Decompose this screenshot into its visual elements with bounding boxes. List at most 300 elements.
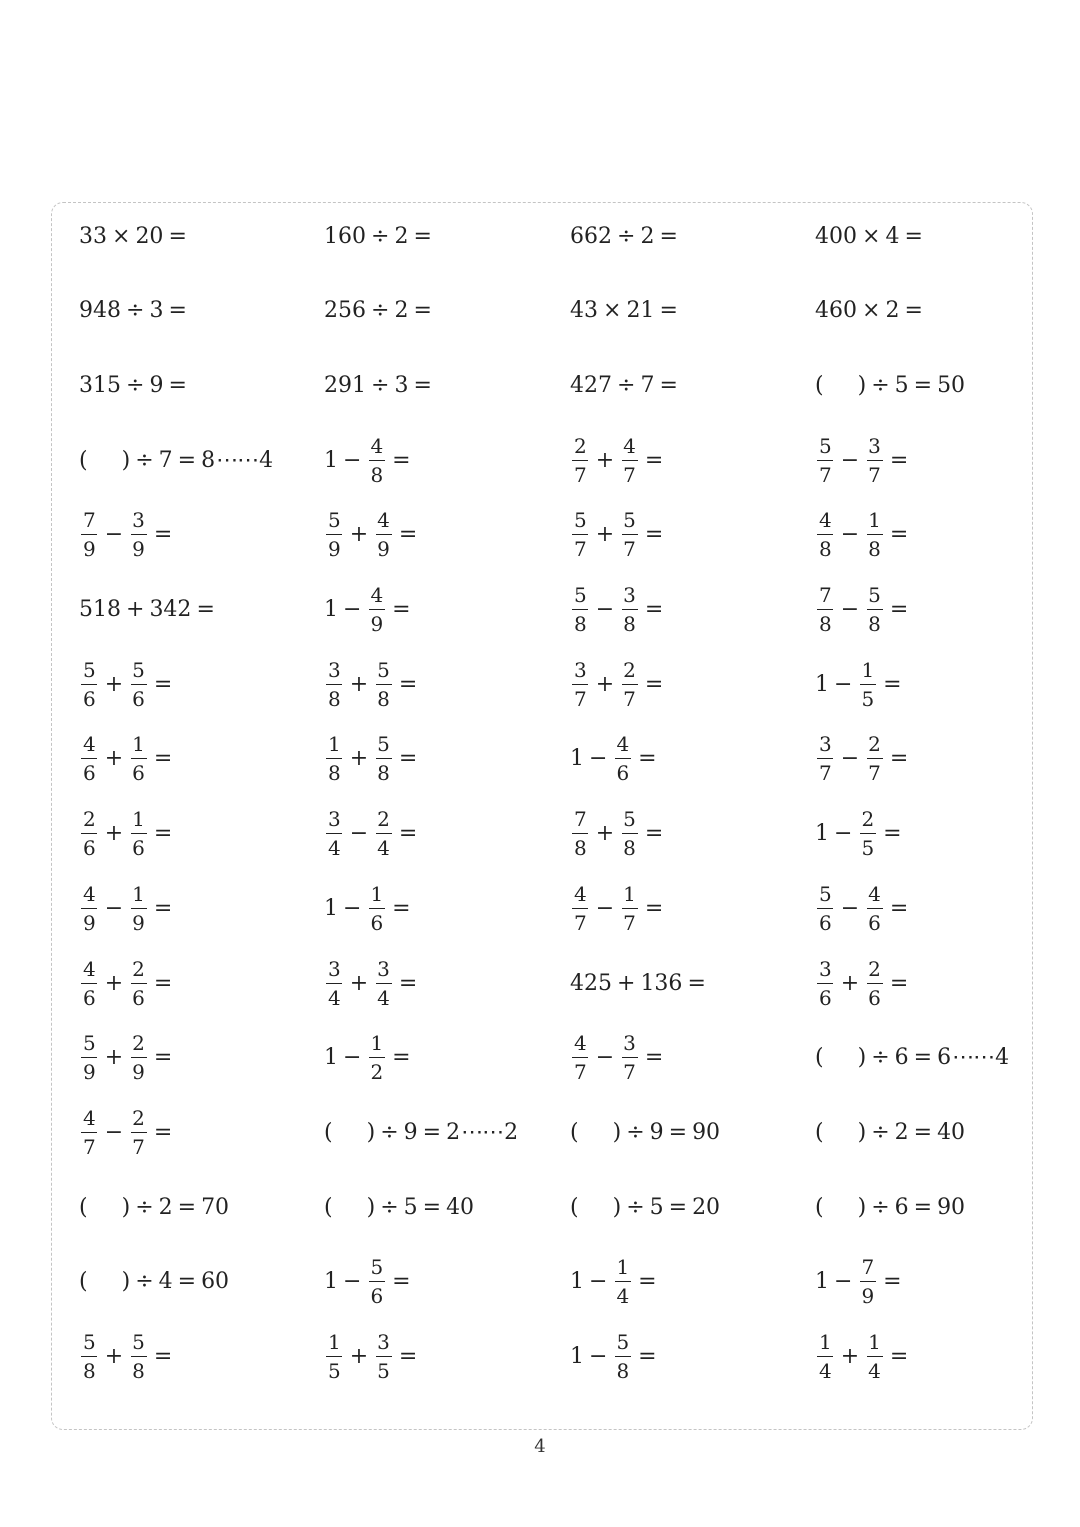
remainder-dots: ⋯⋯ [461,1119,504,1145]
problem [570,804,668,864]
denominator: 6 [868,910,881,935]
operator: + [104,746,124,772]
close-paren: ) [121,447,131,473]
denominator: 6 [132,686,145,711]
problem [324,580,416,640]
denominator: 9 [132,537,145,562]
operator: × [603,298,622,324]
operator: = [153,522,173,548]
operator: = [659,372,678,398]
fraction [866,1332,883,1381]
number: 1 [324,1269,338,1295]
fraction [621,881,638,935]
operator: = [392,447,411,473]
operator: + [126,597,145,622]
close-paren: ) [366,1119,376,1145]
operator: = [398,746,418,772]
fraction [375,807,392,861]
fraction [817,956,834,1010]
close-paren: ) [612,1119,622,1145]
numerator: 2 [623,657,636,682]
numerator: 5 [868,583,881,607]
number: 4 [158,1269,173,1295]
open-paren: ( [79,1269,88,1295]
number: 342 [149,597,192,622]
open-paren: ( [815,1194,824,1220]
denominator: 9 [861,1284,875,1309]
operator: = [153,746,173,772]
denominator: 6 [132,985,145,1010]
fraction [326,956,343,1010]
number: 1 [324,1045,338,1071]
problem [79,804,177,864]
close-paren: ) [366,1194,376,1220]
numerator: 5 [377,657,390,682]
number: 1 [324,447,338,473]
numerator: 5 [83,1031,96,1056]
open-paren: ( [324,1194,333,1220]
numerator: 1 [861,657,875,682]
page-number: 4 [534,1436,546,1457]
fraction [866,433,883,487]
fraction [130,881,147,935]
operator: + [617,970,636,996]
operator: + [840,970,860,996]
fraction [130,956,147,1010]
numerator: 3 [574,657,587,682]
numerator: 5 [574,583,587,607]
operator: = [153,895,173,921]
number: 1 [815,821,829,847]
operator: × [112,223,131,249]
open-paren: ( [570,1194,579,1220]
operator: + [349,522,369,548]
problem [815,355,965,415]
problem [79,355,192,415]
operator: = [392,1269,411,1295]
numerator: 1 [132,807,145,832]
quotient: 8 [201,447,216,473]
fraction [621,433,638,487]
number: 662 [570,223,612,249]
close-paren: ) [857,1045,867,1071]
problem [570,580,668,640]
close-paren: ) [857,1194,867,1220]
numerator: 1 [328,1330,341,1354]
numerator: 5 [328,508,341,533]
fraction [81,1105,98,1159]
operator: = [177,1194,197,1220]
problem [79,1102,177,1162]
operator: − [589,1269,608,1295]
fraction [326,732,343,786]
problem [570,505,668,565]
fraction [817,433,834,487]
denominator: 9 [328,537,341,562]
operator: = [883,1269,902,1295]
operator: = [413,298,432,324]
numerator: 2 [574,433,587,458]
numerator: 1 [819,1330,832,1354]
numerator: 5 [83,657,96,682]
numerator: 1 [132,881,145,906]
operator: + [349,970,369,996]
operator: + [349,1344,369,1369]
denominator: 9 [83,910,96,935]
numerator: 5 [574,508,587,533]
remainder: 4 [259,447,274,473]
denominator: 7 [623,1060,636,1085]
operator: = [153,821,173,847]
operator: = [644,522,664,548]
operator: = [177,447,197,473]
number: 400 [815,223,857,249]
number: 20 [135,223,164,249]
numerator: 5 [819,881,832,906]
fraction [130,1031,147,1085]
numerator: 7 [819,583,832,607]
denominator: 4 [616,1284,630,1309]
number: 33 [79,223,107,249]
denominator: 7 [819,462,832,487]
numerator: 4 [819,508,832,533]
operator: = [687,970,706,996]
problem [79,878,177,938]
operator: = [413,372,432,398]
problem [79,1028,177,1088]
fraction [130,508,147,562]
open-paren: ( [815,1045,824,1071]
operator: = [392,597,411,622]
operator: + [104,1045,124,1071]
fraction [572,585,589,634]
denominator: 9 [132,1060,145,1085]
problem [570,953,711,1013]
fraction [614,1255,631,1309]
operator: ÷ [135,1194,154,1220]
operator: + [349,746,369,772]
denominator: 5 [377,1359,390,1383]
operator: − [834,671,853,697]
denominator: 7 [623,462,636,487]
close-paren: ) [857,1119,867,1145]
open-paren: ( [570,1119,579,1145]
operator: = [889,895,909,921]
number: 5 [403,1194,418,1220]
operator: − [343,597,362,622]
operator: − [349,821,369,847]
operator: − [595,597,615,622]
denominator: 6 [868,985,881,1010]
operator: + [595,522,615,548]
denominator: 6 [83,686,96,711]
problem [815,206,928,266]
operator: ÷ [380,1119,399,1145]
problem [570,1102,720,1162]
numerator: 3 [328,956,341,981]
denominator: 5 [861,686,875,711]
operator: = [398,522,418,548]
operator: = [413,223,432,249]
fraction [817,881,834,935]
number: 1 [570,1344,584,1369]
denominator: 6 [132,836,145,861]
operator: × [862,223,881,249]
fraction [368,881,385,935]
numerator: 5 [616,1330,630,1354]
numerator: 1 [868,1330,881,1354]
operator: = [889,597,909,622]
fraction [326,807,343,861]
number: 7 [158,447,173,473]
remainder-dots: ⋯⋯ [216,447,259,473]
numerator: 2 [861,807,875,832]
number: 2 [394,223,409,249]
problem [815,953,913,1013]
operator: ÷ [871,1045,890,1071]
operator: = [889,970,909,996]
numerator: 4 [574,1031,587,1056]
numerator: 3 [819,732,832,757]
fraction [817,1332,834,1381]
fraction [817,585,834,634]
open-paren: ( [815,1119,824,1145]
operator: − [104,522,124,548]
operator: − [589,746,608,772]
operator: = [644,821,664,847]
numerator: 5 [819,433,832,458]
number: 160 [324,223,366,249]
denominator: 6 [819,910,832,935]
numerator: 3 [132,508,145,533]
denominator: 8 [868,537,881,562]
fraction [866,732,883,786]
operator: = [153,1344,173,1369]
numerator: 4 [370,583,384,607]
fraction [375,732,392,786]
number: 40 [937,1119,966,1145]
operator: = [668,1119,688,1145]
fraction [866,956,883,1010]
denominator: 6 [819,985,832,1010]
numerator: 2 [868,956,881,981]
problem [815,281,928,341]
operator: = [392,1045,411,1071]
operator: ÷ [371,298,390,324]
operator: = [168,372,187,398]
number: 2 [894,1119,909,1145]
number: 6 [894,1194,909,1220]
number: 6 [894,1045,909,1071]
operator: + [840,1344,860,1369]
number: 3 [394,372,409,398]
close-paren: ) [121,1269,131,1295]
numerator: 5 [83,1330,96,1354]
number: 70 [201,1194,230,1220]
problem [815,430,913,490]
fraction [859,807,876,861]
problem [570,355,683,415]
problem [815,729,913,789]
denominator: 7 [868,761,881,786]
fraction [81,1332,98,1381]
denominator: 6 [83,985,96,1010]
fraction [81,508,98,562]
operator: = [644,447,664,473]
denominator: 7 [574,686,587,711]
operator: = [904,223,923,249]
problem [570,1327,662,1387]
remainder: 4 [995,1045,1010,1071]
number: 2 [158,1194,173,1220]
numerator: 5 [132,657,145,682]
fraction [326,657,343,711]
denominator: 8 [623,612,636,636]
numerator: 5 [377,732,390,757]
operator: + [104,671,124,697]
problem [79,580,220,640]
numerator: 4 [83,881,96,906]
number: 460 [815,298,857,324]
fraction [81,807,98,861]
operator: = [644,895,664,921]
problem [324,430,416,490]
operator: = [153,671,173,697]
denominator: 6 [83,836,96,861]
number: 50 [937,372,966,398]
denominator: 8 [623,836,636,861]
numerator: 7 [83,508,96,533]
denominator: 4 [868,1359,881,1383]
fraction [368,585,385,634]
denominator: 8 [83,1359,96,1383]
number: 3 [149,298,164,324]
fraction [621,508,638,562]
number: 21 [626,298,655,324]
fraction [866,508,883,562]
denominator: 9 [132,910,145,935]
fraction [375,956,392,1010]
fraction [81,881,98,935]
numerator: 3 [819,956,832,981]
fraction [81,956,98,1010]
operator: = [398,1344,418,1369]
operator: − [840,447,860,473]
number: 9 [403,1119,418,1145]
denominator: 9 [377,537,390,562]
operator: = [153,1045,173,1071]
numerator: 7 [574,807,587,832]
fraction [621,807,638,861]
problem [324,804,422,864]
operator: − [104,895,124,921]
number: 2 [885,298,900,324]
operator: = [422,1194,442,1220]
denominator: 7 [819,761,832,786]
problem [570,1252,662,1312]
fraction [130,657,147,711]
problem [79,1327,177,1387]
denominator: 7 [623,537,636,562]
numerator: 4 [370,433,384,458]
operator: = [659,298,678,324]
numerator: 2 [132,956,145,981]
denominator: 7 [83,1134,96,1159]
operator: − [343,895,362,921]
operator: = [398,970,418,996]
operator: = [168,223,187,249]
fraction [130,1332,147,1381]
fraction [572,1031,589,1085]
problem [570,1028,668,1088]
numerator: 1 [616,1255,630,1280]
numerator: 4 [623,433,636,458]
numerator: 1 [868,508,881,533]
problem [324,1327,422,1387]
problem [79,953,177,1013]
operator: + [104,821,124,847]
denominator: 7 [623,910,636,935]
fraction [859,657,876,711]
fraction [817,732,834,786]
denominator: 8 [819,537,832,562]
operator: = [889,522,909,548]
problem [79,1177,229,1237]
fraction [866,585,883,634]
fraction [326,1332,343,1381]
problem [815,878,913,938]
problem [570,654,668,714]
operator: = [153,970,173,996]
operator: = [889,447,909,473]
operator: + [104,970,124,996]
denominator: 4 [377,985,390,1010]
denominator: 8 [574,836,587,861]
problem [324,654,422,714]
operator: − [343,1045,362,1071]
number: 2 [394,298,409,324]
numerator: 5 [132,1330,145,1354]
operator: ÷ [371,372,390,398]
problem [324,355,437,415]
denominator: 7 [574,462,587,487]
problem [570,1177,720,1237]
operator: − [840,522,860,548]
fraction [572,657,589,711]
denominator: 5 [328,1359,341,1383]
operator: − [834,1269,853,1295]
fraction [81,732,98,786]
operator: = [659,223,678,249]
fraction [368,1031,385,1085]
number: 1 [570,1269,584,1295]
fraction [81,1031,98,1085]
problem [815,1177,965,1237]
fraction [375,657,392,711]
denominator: 9 [83,1060,96,1085]
problem [79,281,192,341]
open-paren: ( [324,1119,333,1145]
quotient: 2 [446,1119,461,1145]
problem [815,1102,965,1162]
fraction [621,1031,638,1085]
operator: ÷ [871,372,890,398]
problem [815,580,913,640]
operator: ÷ [135,447,154,473]
problem [79,654,177,714]
fraction [130,1105,147,1159]
denominator: 7 [623,686,636,711]
